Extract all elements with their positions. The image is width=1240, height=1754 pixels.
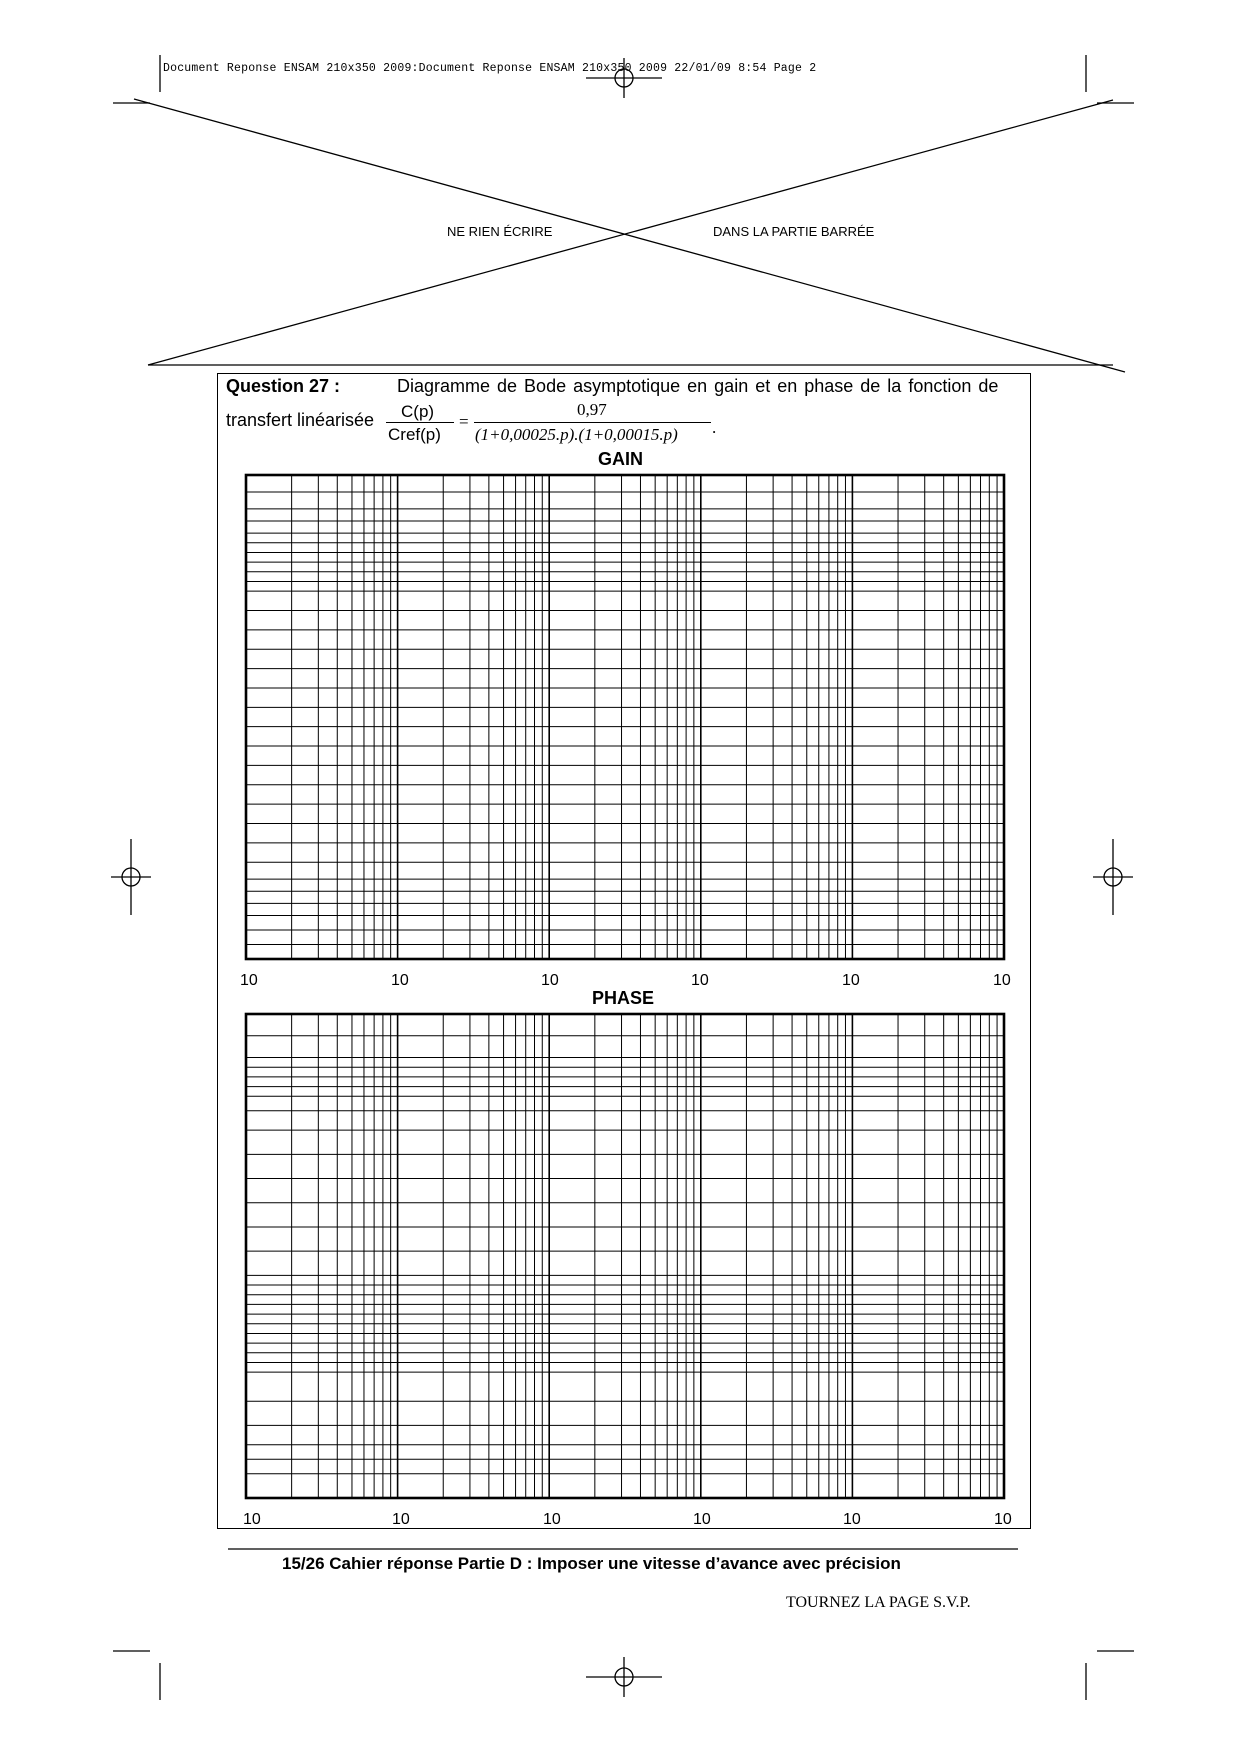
formula-period: . xyxy=(712,418,717,437)
print-slug: Document Reponse ENSAM 210x350 2009:Document Reponse ENSAM 210x350 2009 22/01/09 8:54 Page 2 xyxy=(163,62,817,75)
phase-tick-label: 10 xyxy=(994,1511,1012,1528)
gain-tick-label: 10 xyxy=(240,972,258,989)
formula-numerator-lhs: C(p) xyxy=(401,402,435,421)
footer-page-info: 15/26 Cahier réponse Partie D : Imposer une vitesse d’avance avec précision xyxy=(282,1554,901,1573)
phase-tick-label: 10 xyxy=(243,1511,261,1528)
formula-equals: = xyxy=(459,412,469,431)
gain-chart-grid[interactable] xyxy=(243,472,1008,961)
question-description-cont: transfert linéarisée xyxy=(226,410,375,430)
formula-denominator-rhs: (1+0,00025.p).(1+0,00015.p) xyxy=(475,425,678,444)
gain-tick-label: 10 xyxy=(842,972,860,989)
question-description: Diagramme de Bode asymptotique en gain et en phase de la fonction de xyxy=(397,376,999,396)
formula-numerator-rhs: 0,97 xyxy=(577,400,607,419)
banner-right-text: DANS LA PARTIE BARRÉE xyxy=(713,224,875,239)
formula-fraction-bar-lhs xyxy=(386,422,454,423)
turn-page-note: TOURNEZ LA PAGE S.V.P. xyxy=(786,1594,971,1611)
gain-tick-label: 10 xyxy=(993,972,1011,989)
gain-grid-frame xyxy=(246,475,1004,959)
formula-fraction-bar-rhs xyxy=(474,422,711,423)
phase-chart-grid[interactable] xyxy=(243,1011,1008,1500)
phase-tick-label: 10 xyxy=(543,1511,561,1528)
phase-tick-label: 10 xyxy=(693,1511,711,1528)
banner-left-text: NE RIEN ÉCRIRE xyxy=(447,224,553,239)
gain-tick-label: 10 xyxy=(541,972,559,989)
gain-tick-label: 10 xyxy=(691,972,709,989)
phase-tick-label: 10 xyxy=(843,1511,861,1528)
formula-denominator-lhs: Cref(p) xyxy=(388,425,441,444)
phase-chart-title: PHASE xyxy=(592,988,655,1008)
phase-tick-label: 10 xyxy=(392,1511,410,1528)
question-title: Question 27 : xyxy=(226,376,341,396)
gain-chart-title: GAIN xyxy=(598,449,643,469)
gain-tick-label: 10 xyxy=(391,972,409,989)
